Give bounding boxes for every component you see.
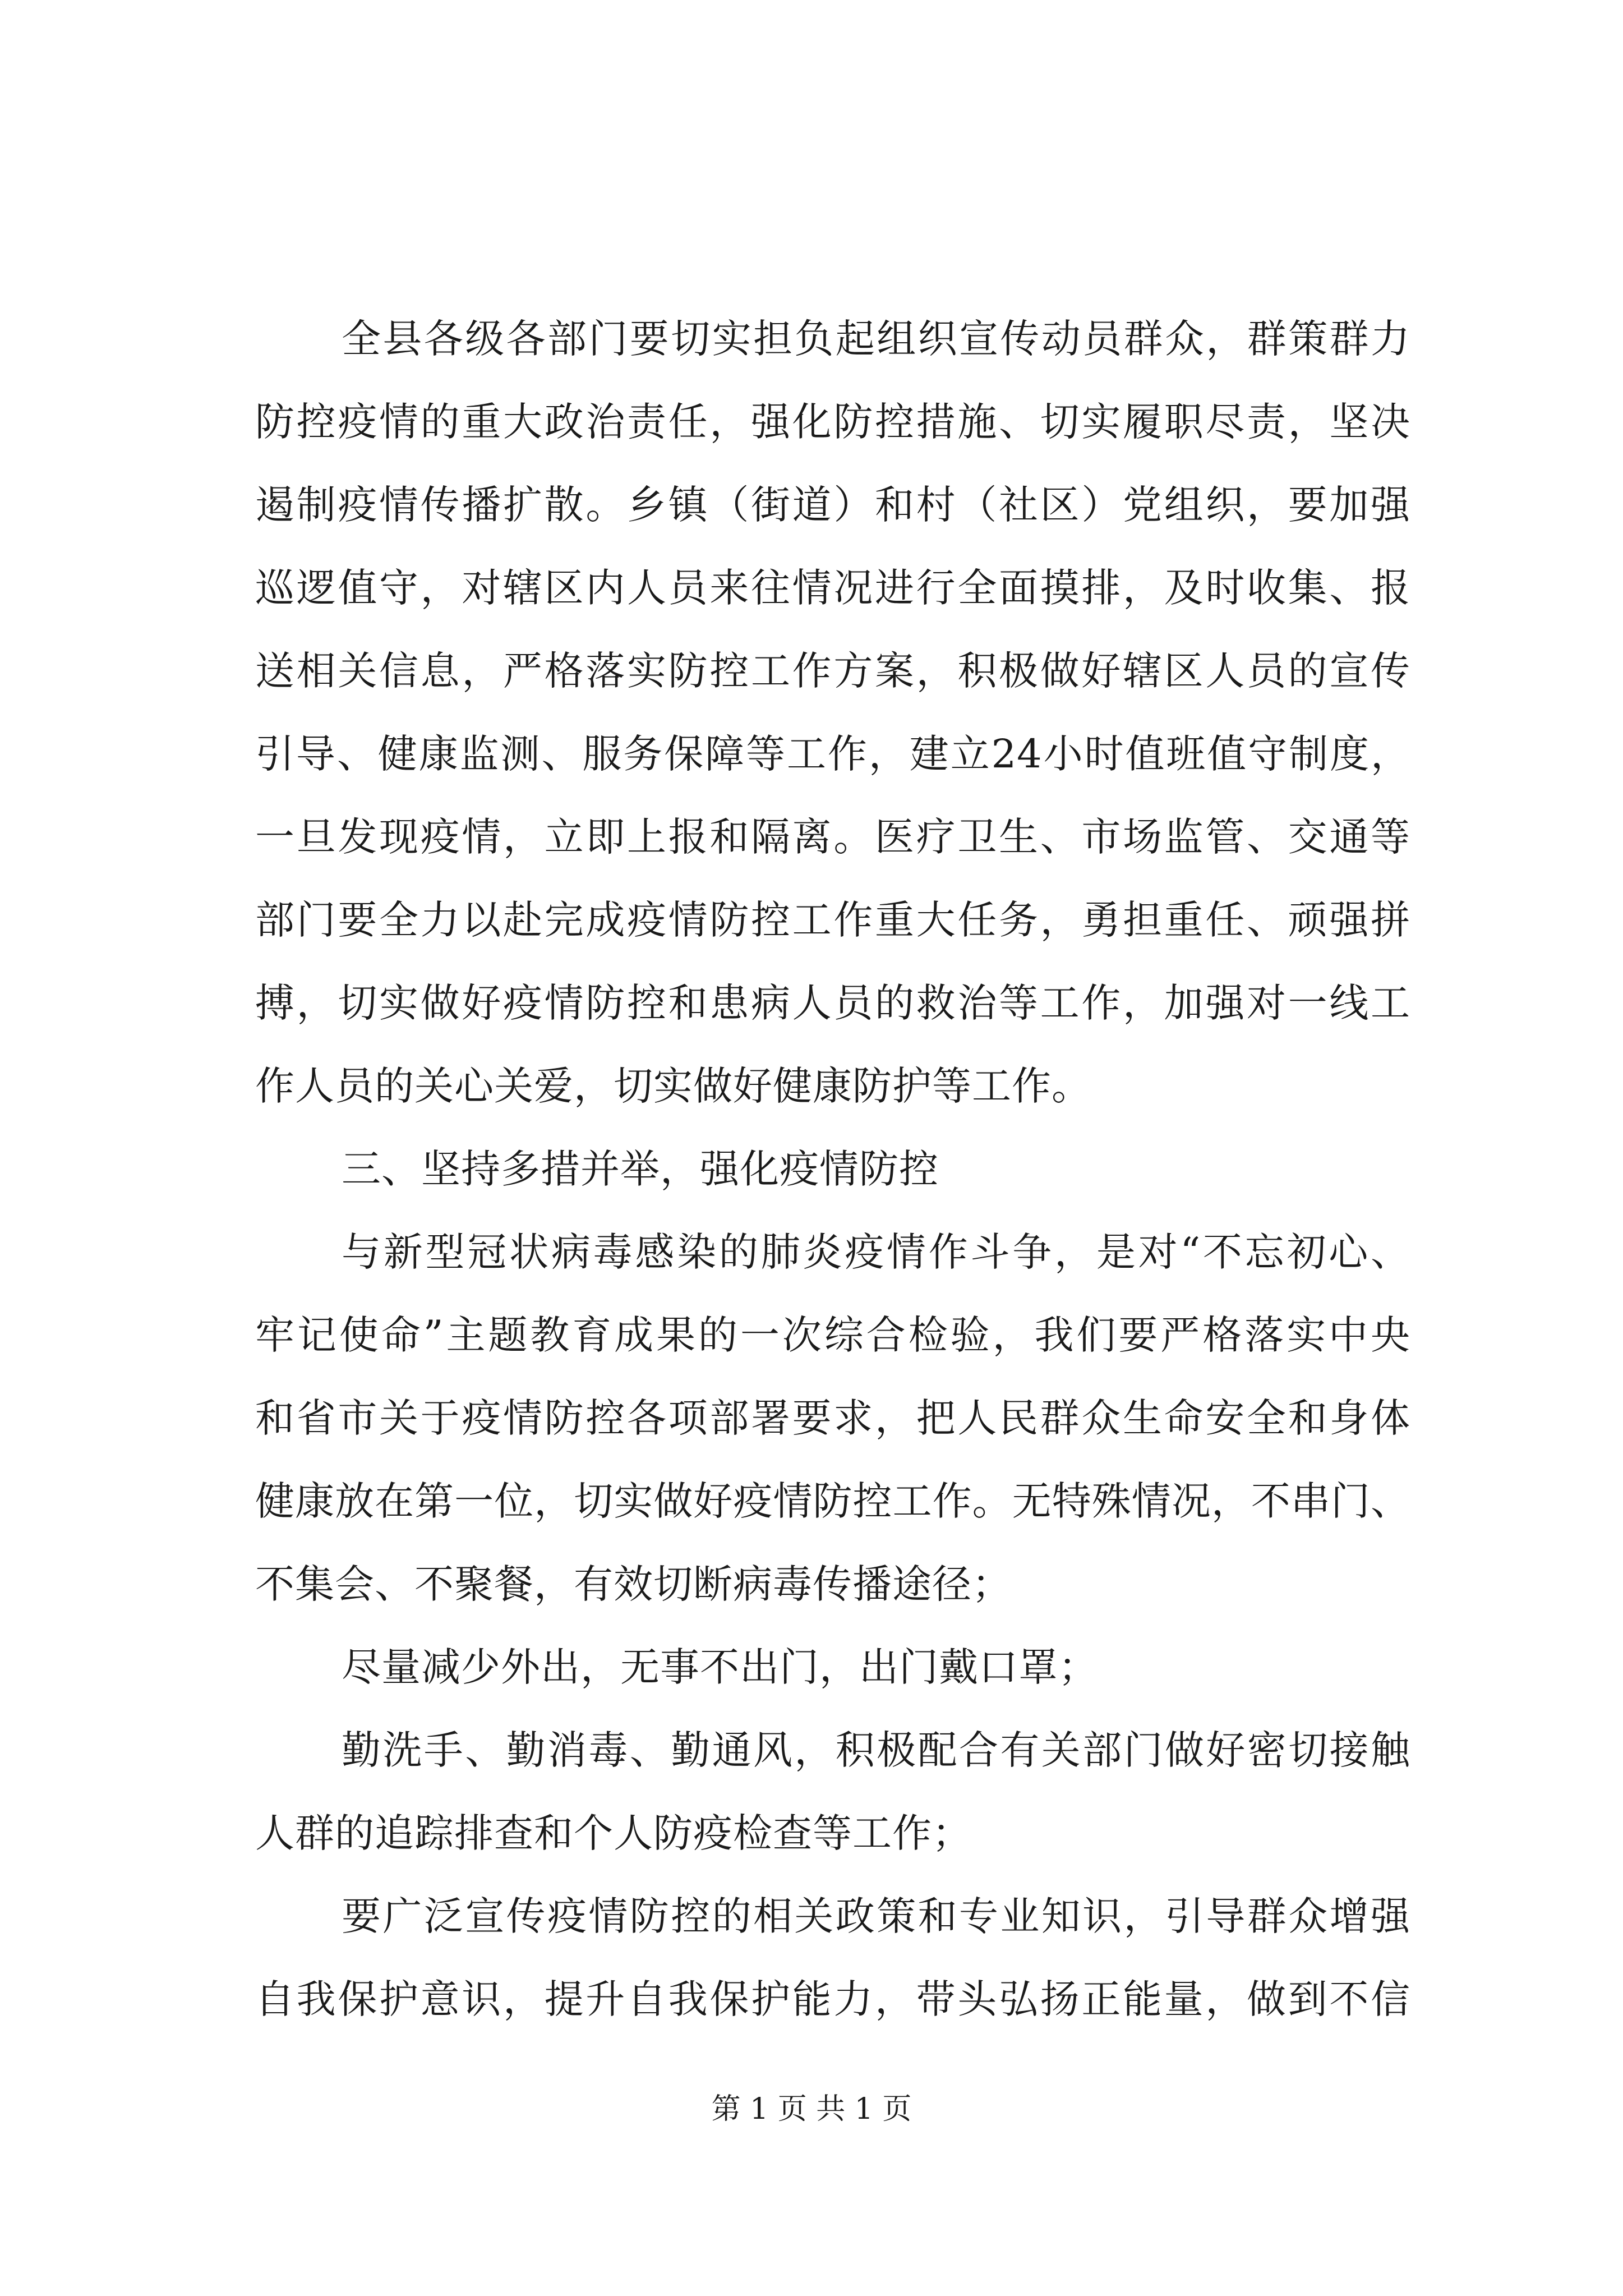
section-heading: 三、坚持多措并举，强化疫情防控 bbox=[342, 1146, 939, 1192]
paragraph-1-line-3: 遏制疫情传播扩散。乡镇（街道）和村（社区）党组织，要加强 bbox=[255, 482, 1410, 528]
paragraph-2-line-4: 健康放在第一位，切实做好疫情防控工作。无特殊情况，不串门、 bbox=[255, 1478, 1410, 1524]
paragraph-1-line-4: 巡逻值守，对辖区内人员来往情况进行全面摸排，及时收集、报 bbox=[255, 565, 1410, 611]
paragraph-3-line-1: 尽量减少外出，无事不出门，出门戴口罩； bbox=[342, 1644, 1098, 1690]
paragraph-4-line-2: 人群的追踪排查和个人防疫检查等工作； bbox=[255, 1810, 972, 1856]
paragraph-1-line-8: 部门要全力以赴完成疫情防控工作重大任务，勇担重任、顽强拼 bbox=[255, 897, 1410, 943]
paragraph-1-line-5: 送相关信息，严格落实防控工作方案，积极做好辖区人员的宣传 bbox=[255, 648, 1410, 694]
paragraph-1-line-6: 引导、健康监测、服务保障等工作，建立24小时值班值守制度， bbox=[255, 731, 1410, 777]
paragraph-4-line-1: 勤洗手、勤消毒、勤通风，积极配合有关部门做好密切接触 bbox=[342, 1727, 1410, 1773]
paragraph-1-line-10: 作人员的关心关爱，切实做好健康防护等工作。 bbox=[255, 1063, 1091, 1109]
paragraph-5-line-2: 自我保护意识，提升自我保护能力，带头弘扬正能量，做到不信 bbox=[255, 1976, 1410, 2022]
paragraph-2-line-2: 牢记使命”主题教育成果的一次综合检验，我们要严格落实中央 bbox=[255, 1312, 1410, 1358]
document-body bbox=[255, 297, 1410, 2041]
paragraph-1-line-2: 防控疫情的重大政治责任，强化防控措施、切实履职尽责，坚决 bbox=[255, 399, 1410, 445]
paragraph-5-line-1: 要广泛宣传疫情防控的相关政策和专业知识，引导群众增强 bbox=[342, 1893, 1410, 1939]
paragraph-1-line-9: 搏，切实做好疫情防控和患病人员的救治等工作，加强对一线工 bbox=[255, 980, 1410, 1026]
paragraph-2-line-1: 与新型冠状病毒感染的肺炎疫情作斗争，是对“不忘初心、 bbox=[342, 1229, 1410, 1275]
paragraph-2-line-5: 不集会、不聚餐，有效切断病毒传播途径； bbox=[255, 1561, 1012, 1607]
paragraph-1-line-1: 全县各级各部门要切实担负起组织宣传动员群众，群策群力 bbox=[342, 316, 1410, 362]
page-footer: 第 1 页 共 1 页 bbox=[711, 2092, 912, 2126]
paragraph-1-line-7: 一旦发现疫情，立即上报和隔离。医疗卫生、市场监管、交通等 bbox=[255, 814, 1410, 860]
paragraph-2-line-3: 和省市关于疫情防控各项部署要求，把人民群众生命安全和身体 bbox=[255, 1395, 1410, 1441]
